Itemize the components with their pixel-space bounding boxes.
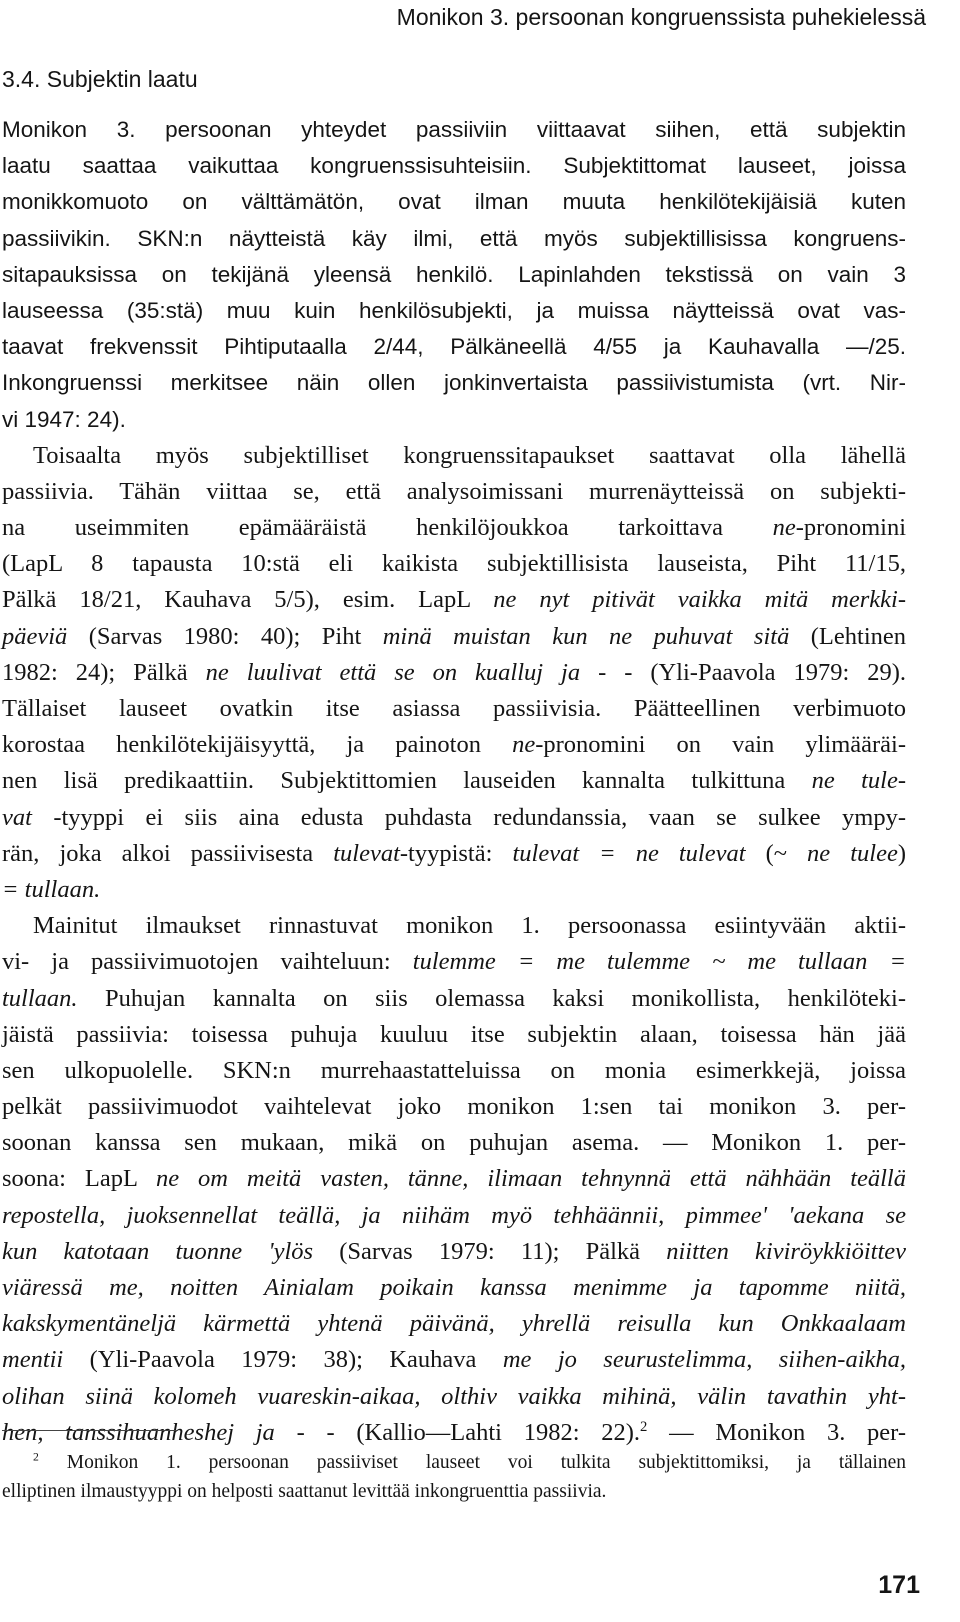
text-line: viäressä me, noitten Ainialam poikain kanssa menimme ja tapomme niitä,: [2, 1274, 906, 1301]
footnote: [2, 1448, 906, 1506]
footnote-line: elliptinen ilmaustyyppi on helposti saattanut levittää inkongruenttia passiivia.: [2, 1481, 607, 1502]
text-line: nen lisä predikaattiin. Subjektittomien lauseiden kannalta tulkittuna ne tule-: [2, 767, 906, 795]
text-line: tullaan. Puhujan kannalta on siis olemassa kaksi monikollista, henkilöteki-: [2, 984, 906, 1012]
text-line: Monikon 3. persoonan yhteydet passiiviin viittaavat siihen, että subjektin: [2, 117, 906, 142]
text-line: päeviä (Sarvas 1980: 40); Piht minä muistan kun ne puhuvat sitä (Lehtinen: [2, 622, 907, 650]
text-line: 1982: 24); Pälkä ne luulivat että se on kualluj ja - - (Yli-Paavola 1979: 29).: [2, 658, 907, 686]
footnote-mark: 2: [33, 1450, 39, 1464]
text-line: rän, joka alkoi passiivisesta tulevat-tyypistä: tulevat = ne tulevat (~ ne tulee): [2, 839, 906, 867]
text-line: laatu saattaa vaikuttaa kongruenssisuhteisiin. Subjektittomat lauseet, joissa: [2, 153, 906, 179]
text-line: korostaa henkilötekijäisyyttä, ja painoton ne-pronomini on vain ylimääräi-: [2, 731, 907, 759]
text-line: passiivia. Tähän viittaa se, että analysoimissani murrenäytteissä on subjekti-: [2, 477, 906, 505]
text-line: passiivikin. SKN:n näytteistä käy ilmi, että myös subjektillisissa kongruens-: [2, 225, 906, 251]
text-line: Pälkä 18/21, Kauhava 5/5), esim. LapL ne nyt pitivät vaikka mitä merkki-: [2, 586, 906, 614]
text-line: jäistä passiivia: toisessa puhuja kuuluu itse subjektin alaan, toisessa hän jää: [2, 1020, 906, 1048]
text-line: vi 1947: 24).: [2, 406, 126, 432]
section-heading: 3.4. Subjektin laatu: [2, 66, 198, 92]
text-line: sen ulkopuolelle. SKN:n murrehaastatteluissa on monia esimerkkejä, joissa: [2, 1056, 906, 1084]
text-line: monikkomuoto on välttämätön, ovat ilman muuta henkilötekijäisiä kuten: [2, 189, 906, 215]
footnote-ref: 2: [640, 1418, 648, 1435]
text-line: sitapauksissa on tekijänä yleensä henkilö. Lapinlahden tekstissä on vain 3: [2, 261, 906, 287]
text-line: taavat frekvenssit Pihtiputaalla 2/44, Pälkäneellä 4/55 ja Kauhavalla —/25.: [2, 334, 906, 360]
page-number: 171: [878, 1571, 920, 1599]
text-line: pelkät passiivimuodot vaihtelevat joko monikon 1:sen tai monikon 3. per-: [2, 1093, 906, 1121]
text-line: na useimmiten epämääräistä henkilöjoukkoa tarkoittava ne-pronomini: [2, 514, 907, 542]
text-line: = tullaan.: [2, 875, 101, 903]
text-line: olihan siinä kolomeh vuareskin-aikaa, olthiv vaikka mihinä, välin tavathin yht-: [2, 1382, 906, 1410]
text-line: mentii (Yli-Paavola 1979: 38); Kauhava me jo seurustelimma, siihen-aikha,: [2, 1346, 906, 1374]
text-line: kakskymentäneljä kärmettä yhtenä päivänä, yhrellä reisulla kun Onkkaalaam: [2, 1310, 906, 1338]
footnote-divider: [2, 1430, 178, 1431]
footnote-line: $^2$ Monikon 1. persoonan passiiviset lauseet voi tulkita subjektittomiksi, ja tällainen: [33, 1450, 906, 1473]
text-line: hen, tanssihuanheshej ja - - (Kallio—Lahti 1982: 22).$^2$ — Monikon 3. per-: [2, 1418, 907, 1446]
text-line: lauseessa (35:stä) muu kuin henkilösubjekti, ja muissa näytteissä ovat vas-: [2, 297, 906, 323]
text-line: Toisaalta myös subjektilliset kongruenssitapaukset saattavat olla lähellä: [33, 441, 906, 469]
text-line: soonan kanssa sen mukaan, mikä on puhujan asema. — Monikon 1. per-: [2, 1129, 906, 1157]
text-line: vi- ja passiivimuotojen vaihteluun: tulemme = me tulemme ~ me tullaan =: [2, 948, 907, 976]
text-line: vat -tyyppi ei siis aina edusta puhdasta redundanssia, vaan se sulkee ympy-: [2, 803, 907, 831]
text-line: kun katotaan tuonne 'ylös (Sarvas 1979: 11); Pälkä niitten kiviröykkiöittev: [2, 1237, 907, 1265]
text-line: soona: LapL ne om meitä vasten, tänne, ilimaan tehnynnä että nähhään teällä: [2, 1165, 906, 1193]
text-line: repostella, juoksennellat teällä, ja niihäm myö tehhäännii, pimmee' 'aekana se: [2, 1201, 906, 1229]
text-line: (LapL 8 tapausta 10:stä eli kaikista subjektillisista lauseista, Piht 11/15,: [2, 550, 906, 578]
text-line: Mainitut ilmaukset rinnastuvat monikon 1. persoonassa esiintyvään aktii-: [33, 912, 906, 940]
text-line: Tällaiset lauseet ovatkin itse asiassa passiivisia. Päätteellinen verbimuoto: [2, 695, 906, 722]
running-header: Monikon 3. persoonan kongruenssista puhekielessä: [396, 4, 926, 30]
text-line: Inkongruenssi merkitsee näin ollen jonkinvertaista passiivistumista (vrt. Nir-: [2, 370, 906, 396]
body-text: [2, 112, 906, 1451]
